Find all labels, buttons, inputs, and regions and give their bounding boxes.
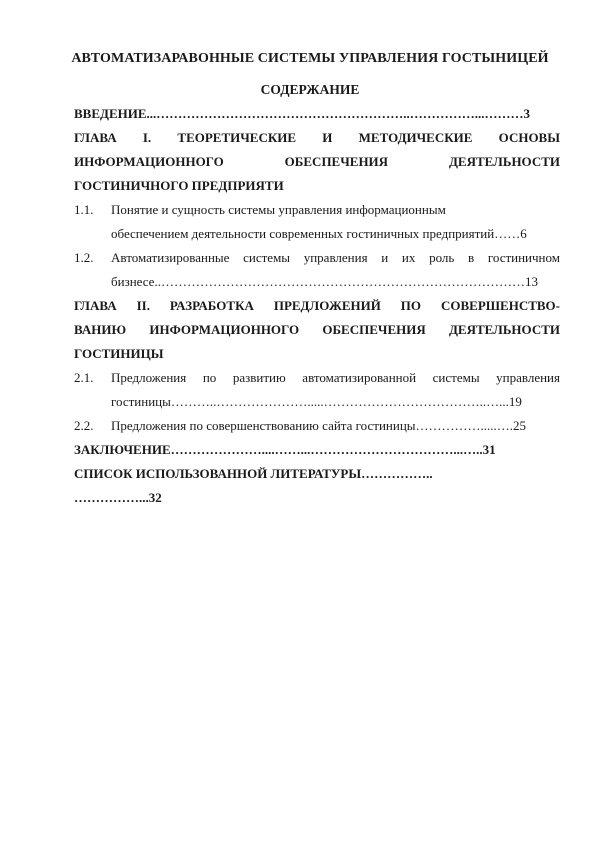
toc-section-1-1 [74,198,560,222]
section-number: 1.1. [74,202,94,217]
toc-section-1-2 [74,246,560,270]
toc-section-2-1-line2: гостиницы………..………………….....………………………………..…...19 [111,394,522,409]
section-number: 2.2. [74,418,94,433]
section-title: Понятие и сущность системы управления информационным [111,202,446,217]
toc-chapter2-line3: ГОСТИНИЦЫ [74,346,164,361]
toc-section-1-2-line2: бизнесе..…………………………………………………………………………13 [111,274,538,289]
section-number: 2.1. [74,370,94,385]
section-title: Предложения по совершенствованию сайта гостиницы…………….....….25 [111,418,527,433]
toc-section-2-2 [74,414,560,438]
toc-entry-references: СПИСОК ИСПОЛЬЗОВАННОЙ ЛИТЕРАТУРЫ…………….. [74,466,433,481]
toc-chapter2-line2: ВАНИЮ ИНФОРМАЦИОННОГО ОБЕСПЕЧЕНИЯ ДЕЯТЕЛЬНОСТИ [74,322,560,337]
section-title: Предложения по развитию автоматизированной системы управления [111,370,560,385]
toc-entry-conclusion: ЗАКЛЮЧЕНИЕ…………………....……...……………………………...…..31 [74,442,496,457]
toc-chapter1-line3: ГОСТИНИЧНОГО ПРЕДПРИЯТИ [74,178,284,193]
toc-entry-introduction: ВВЕДЕНИЕ...…………………………………………………..……………...………3 [74,106,531,121]
toc-heading: СОДЕРЖАНИЕ [260,82,360,97]
toc-section-1-1-line2: обеспечением деятельности современных гостиничных предприятий……6 [111,226,527,241]
toc-entry-references-page: ……………...32 [74,490,162,505]
toc-chapter1-line1: ГЛАВА I. ТЕОРЕТИЧЕСКИЕ И МЕТОДИЧЕСКИЕ ОСНОВЫ [74,130,560,145]
toc-chapter2-line1: ГЛАВА II. РАЗРАБОТКА ПРЕДЛОЖЕНИЙ ПО СОВЕРШЕНСТВО- [74,298,560,313]
table-of-contents [74,102,560,510]
toc-chapter1-line2: ИНФОРМАЦИОННОГО ОБЕСПЕЧЕНИЯ ДЕЯТЕЛЬНОСТИ [74,154,560,169]
section-number: 1.2. [74,250,94,265]
section-title: Автоматизированные системы управления и их роль в гостиничном [111,250,560,265]
document-title: АВТОМАТИЗАРАВОННЫЕ СИСТЕМЫ УПРАВЛЕНИЯ ГОСТЫНИЦЕЙ [71,51,549,66]
toc-section-2-1 [74,366,560,390]
